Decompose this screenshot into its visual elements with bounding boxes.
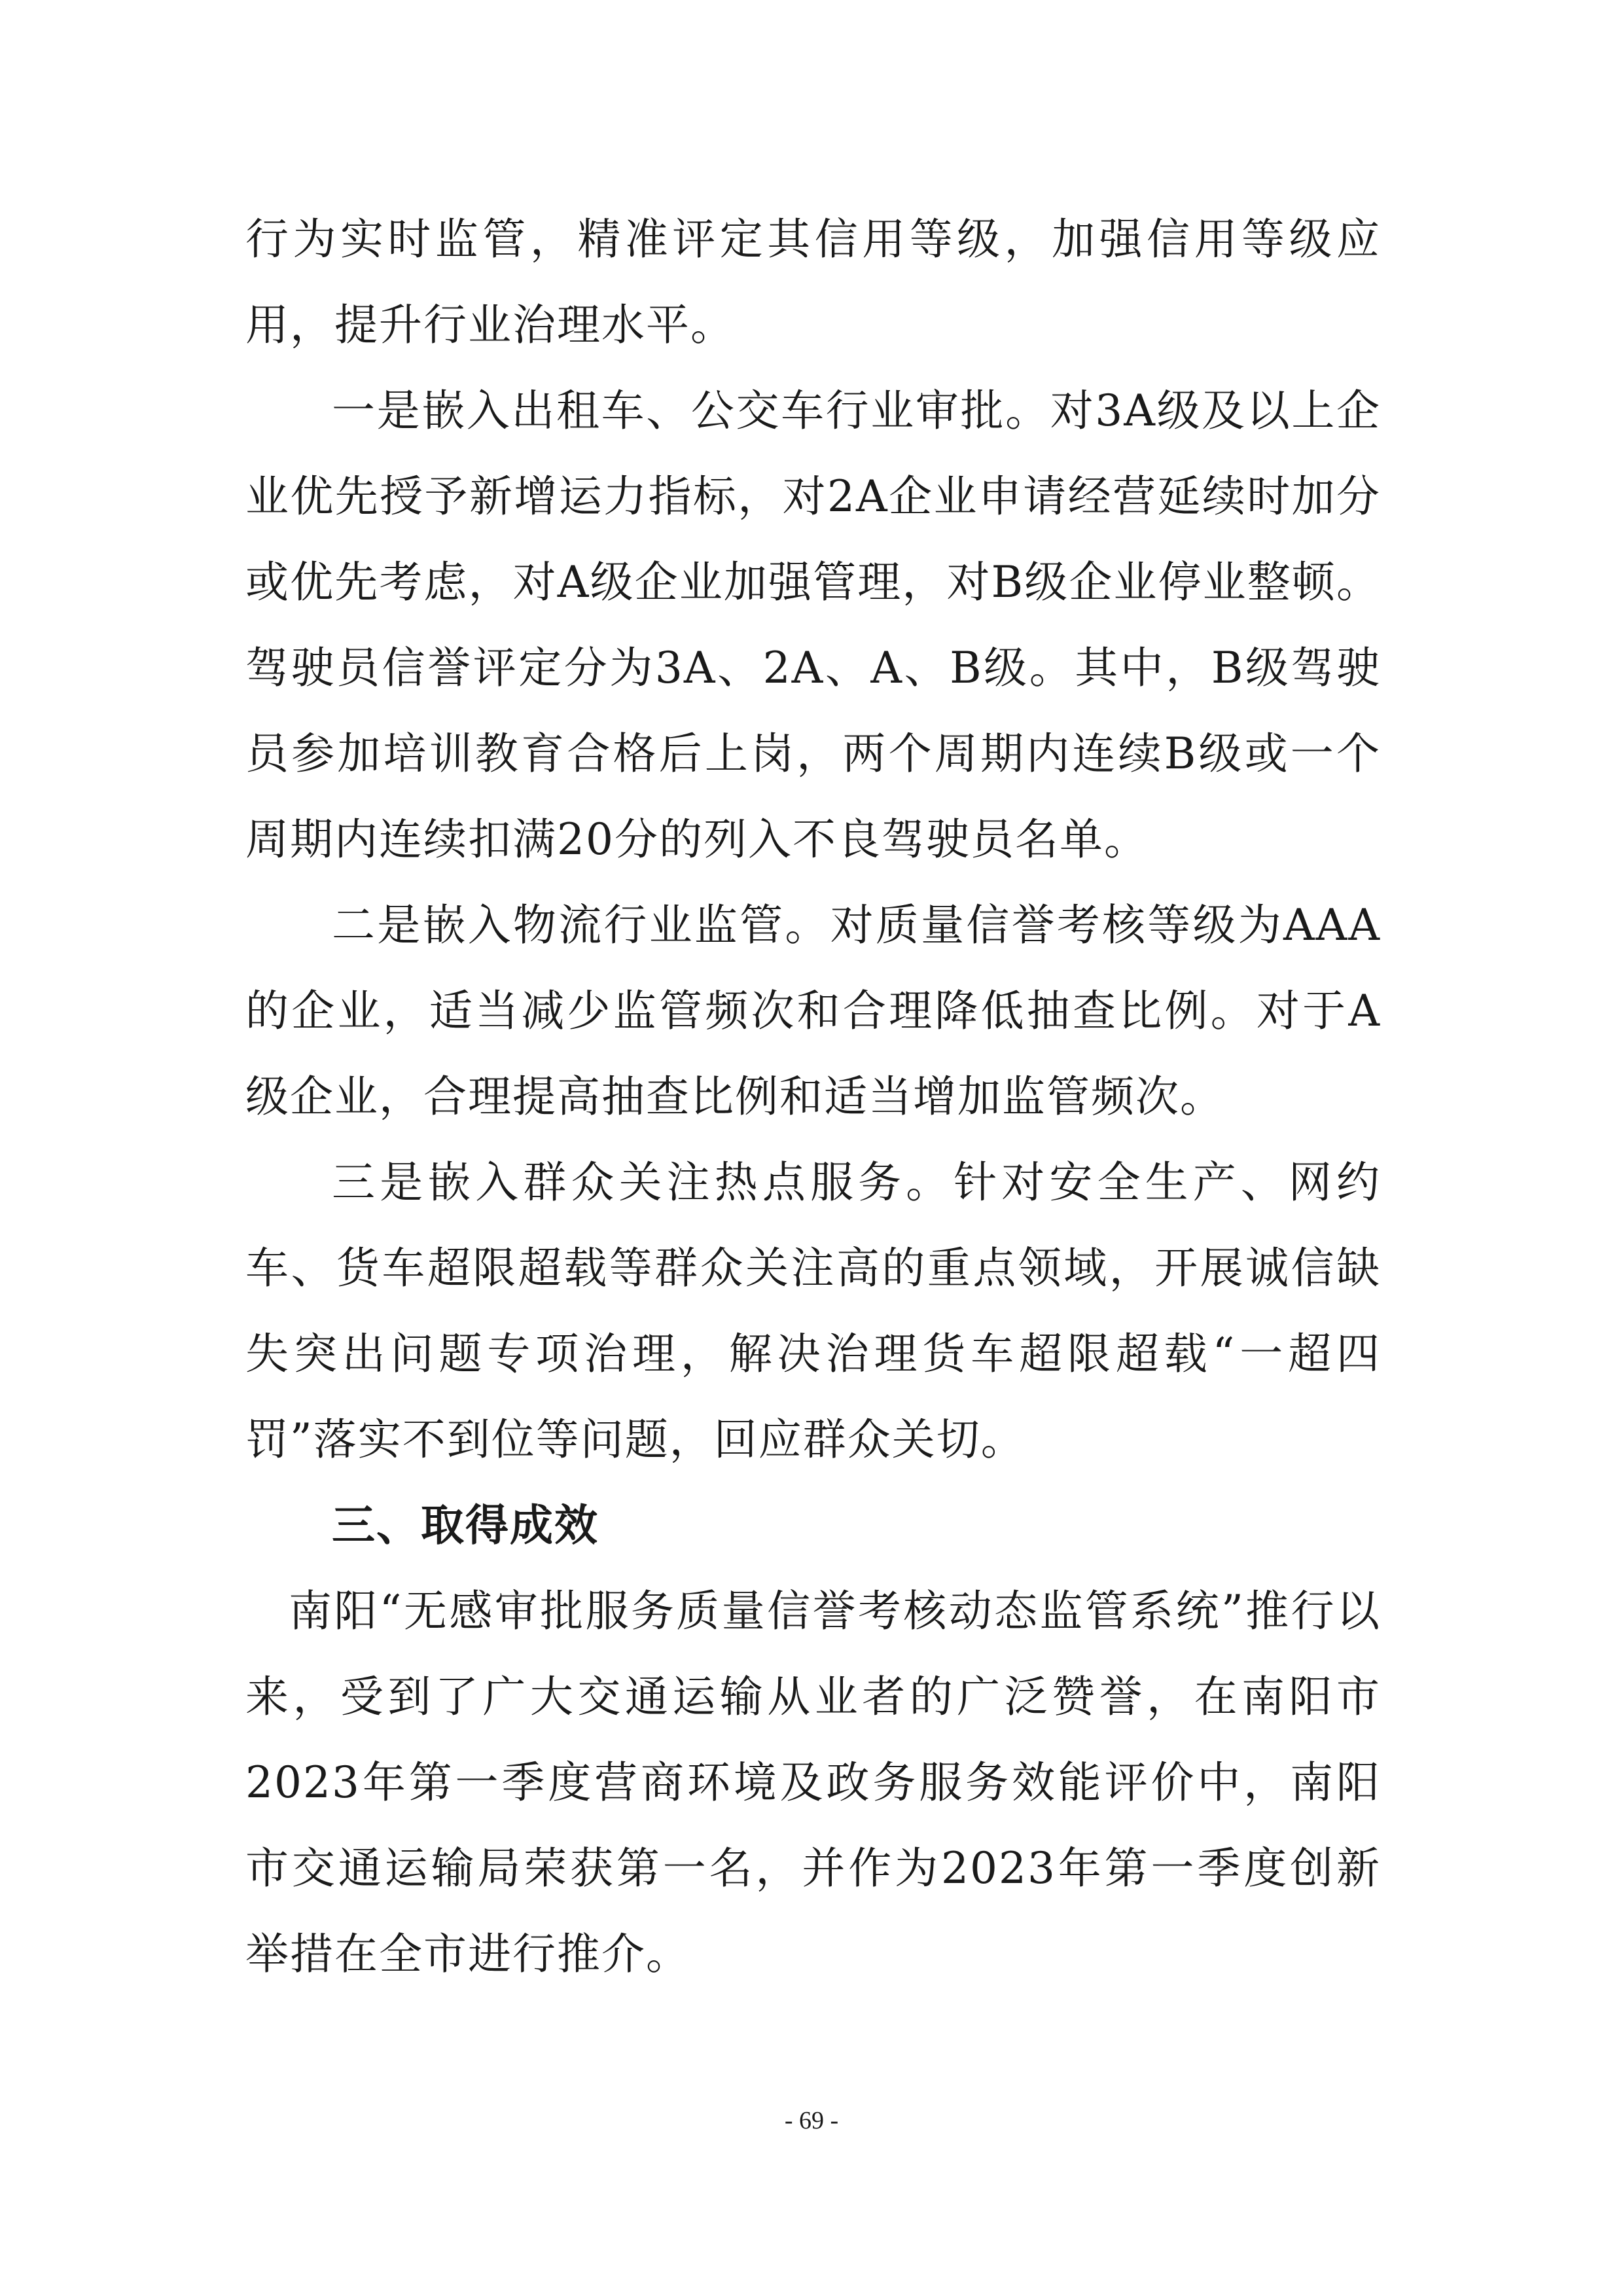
page-number: - 69 -: [784, 2107, 839, 2134]
section-heading-results: 三、取得成效: [332, 1500, 599, 1551]
paragraph-item-2-logistics: 二是嵌入物流行业监管。对质量信誉考核等级为AAA的企业，适当减少监管频次和合理降低抽查比例。对于A级企业，合理提高抽查比例和适当增加监管频次。: [245, 900, 1381, 1122]
paragraph-results: 南阳“无感审批服务质量信誉考核动态监管系统”推行以来，受到了广大交通运输从业者的广泛赞誉，在南阳市2023年第一季度营商环境及政务服务效能评价中，南阳市交通运输局荣获第一名，并作为2023年第一季度创新举措在全市进行推介。: [245, 1586, 1381, 1979]
paragraph-continued: 行为实时监管，精准评定其信用等级，加强信用等级应用，提升行业治理水平。: [245, 214, 1381, 350]
paragraph-item-1-taxi-bus: 一是嵌入出租车、公交车行业审批。对3A级及以上企业优先授予新增运力指标，对2A企业申请经营延续时加分或优先考虑，对A级企业加强管理，对B级企业停业整顿。驾驶员信誉评定分为3A、2A、A、B级。其中，B级驾驶员参加培训教育合格后上岗，两个周期内连续B级或一个周期内连续扣满20分的列入不良驾驶员名单。: [245, 386, 1381, 865]
paragraph-item-3-public-concern: 三是嵌入群众关注热点服务。针对安全生产、网约车、货车超限超载等群众关注高的重点领域，开展诚信缺失突出问题专项治理，解决治理货车超限超载“一超四罚”落实不到位等问题，回应群众关切。: [245, 1157, 1381, 1465]
